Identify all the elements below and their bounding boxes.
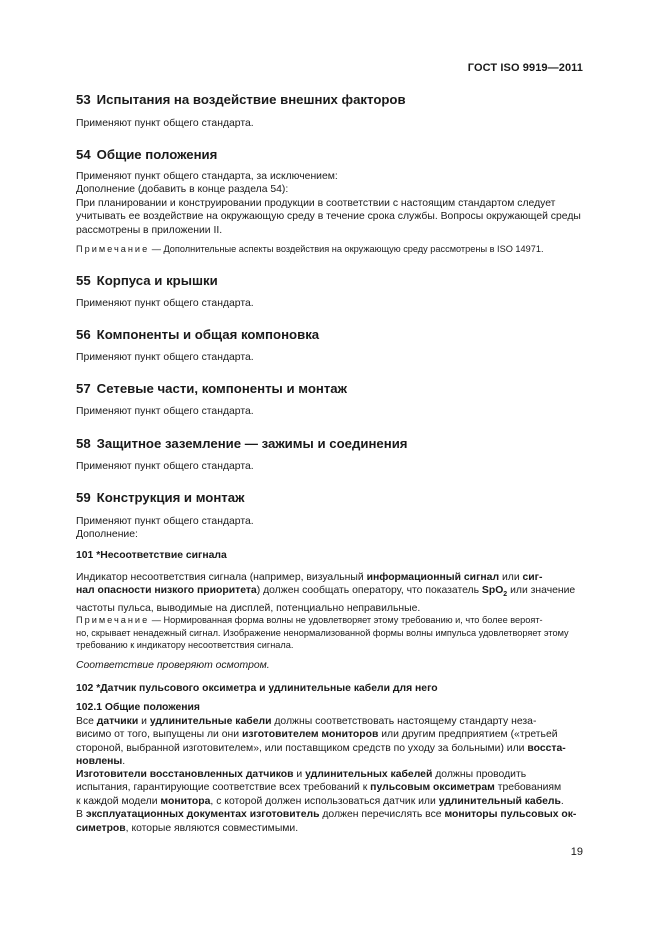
section-58-text: Применяют пункт общего стандарта.: [76, 461, 254, 472]
term: пульсовым оксиметрам: [370, 782, 495, 794]
term: изготовителем мониторов: [241, 729, 379, 741]
paragraph-line: рассмотрены в приложении II.: [76, 224, 223, 236]
text-run: требованиям: [494, 782, 562, 794]
section-title: Сетевые части, компоненты и монтаж: [96, 381, 347, 396]
section-number: 56: [76, 327, 91, 342]
term: удлинительный кабель: [438, 795, 561, 807]
text-run: и: [293, 769, 306, 780]
subsection-101-note: [76, 614, 584, 652]
note-label: Примечание: [76, 244, 150, 254]
section-number: 53: [76, 92, 91, 107]
term: удлинительных кабелей: [305, 769, 433, 780]
paragraph-line: Дополнение (добавить в конце раздела 54):: [76, 184, 289, 196]
section-58-heading: [76, 436, 408, 451]
text-run: Все: [76, 716, 97, 727]
section-59-body: [76, 515, 584, 542]
section-59-heading: [76, 490, 244, 505]
term: симетров: [76, 822, 126, 834]
section-55-text: Применяют пункт общего стандарта.: [76, 298, 254, 309]
text-run: должен перечислять все: [319, 809, 445, 821]
subsection-101-heading: 101 *Несоответствие сигнала: [76, 550, 227, 561]
section-number: 57: [76, 381, 91, 396]
section-number: 55: [76, 273, 91, 288]
text-run: или значение: [507, 585, 576, 597]
paragraph-line: учитывать ее воздействие на окружающую среду в течение срока службы. Вопросы окружающей среды: [76, 211, 581, 223]
text-run: , которые являются совместимыми.: [125, 822, 299, 834]
text-run: испытания, гарантирующие соответствие всех требований к: [76, 782, 371, 794]
section-56-heading: [76, 327, 319, 342]
section-title: Испытания на воздействие внешних факторов: [96, 92, 406, 107]
section-54-body: [76, 170, 584, 237]
text-run: должны соответствовать настоящему стандарту неза-: [271, 716, 537, 727]
section-54-heading: [76, 147, 217, 162]
text-run: или: [499, 572, 523, 583]
term: нал опасности низкого приоритета: [76, 585, 257, 597]
compliance-statement: Соответствие проверяют осмотром.: [76, 660, 270, 671]
section-title: Компоненты и общая компоновка: [96, 327, 320, 342]
text-run: .: [122, 756, 126, 768]
subsection-102-1-paragraph-2: [76, 768, 584, 835]
term: Изготовители восстановленных датчиков: [76, 769, 294, 780]
subsection-102-1-paragraph-1: [76, 715, 584, 769]
section-number: 54: [76, 147, 91, 162]
term: новлены: [76, 756, 123, 768]
term: восста-: [527, 742, 566, 754]
term: мониторы пульсовых ок-: [444, 809, 577, 821]
text-run: , с которой должен использоваться датчик или: [210, 795, 439, 807]
term: сиг-: [522, 572, 543, 583]
section-title: Общие положения: [96, 147, 218, 162]
text-run: .: [560, 795, 564, 807]
section-53-text: Применяют пункт общего стандарта.: [76, 118, 254, 129]
text-run: стороной, выбранной изготовителем», или поставщиком средств по уходу за больными) или: [76, 742, 528, 754]
section-54-note: [76, 243, 584, 256]
section-57-text: Применяют пункт общего стандарта.: [76, 406, 254, 417]
term: информационный сигнал: [366, 572, 500, 583]
note-text: требованию к индикатору несоответствия сигнала.: [76, 640, 294, 651]
document-id: ГОСТ ISO 9919—2011: [467, 62, 583, 74]
term: монитора: [160, 795, 211, 807]
text-run: должны проводить: [432, 769, 527, 780]
paragraph-line: Дополнение:: [76, 529, 138, 541]
text-run: Индикатор несоответствия сигнала (например, визуальный: [76, 572, 367, 583]
text-run: В: [76, 809, 86, 821]
section-number: 58: [76, 436, 91, 451]
text-run: ) должен сообщать оператору, что показатель: [256, 585, 482, 597]
term: удлинительные кабели: [149, 716, 272, 727]
term: эксплуатационных документах изготовитель: [85, 809, 320, 821]
paragraph-line: Применяют пункт общего стандарта.: [76, 516, 254, 527]
note-label: Примечание: [76, 615, 150, 625]
section-57-heading: [76, 381, 347, 396]
text-run: и: [138, 716, 150, 727]
note-text: но, скрывает ненадежный сигнал. Изображение ненормализованной формы волны импульса удовлетворяет этому: [76, 627, 569, 638]
text-run: или другим предприятием («третьей: [378, 729, 558, 741]
subsection-102-heading: 102 *Датчик пульсового оксиметра и удлинительные кабели для него: [76, 683, 438, 694]
text-run: висимо от того, выпущены ли они: [76, 729, 242, 741]
subsection-102-1-heading: 102.1 Общие положения: [76, 702, 200, 713]
section-title: Конструкция и монтаж: [96, 490, 245, 505]
subsection-101-paragraph: [76, 571, 584, 615]
section-56-text: Применяют пункт общего стандарта.: [76, 352, 254, 363]
section-title: Корпуса и крышки: [96, 273, 218, 288]
section-55-heading: [76, 273, 218, 288]
term: датчики: [96, 716, 139, 727]
text-run: к каждой модели: [76, 795, 161, 807]
paragraph-line: При планировании и конструировании продукции в соответствии с настоящим стандартом следует: [76, 197, 556, 209]
paragraph-line: Применяют пункт общего стандарта, за исключением:: [76, 171, 338, 182]
subscript: 2: [503, 591, 508, 599]
term: SpO: [481, 585, 504, 597]
note-text: — Дополнительные аспекты воздействия на окружающую среду рассмотрены в ISO 14971.: [149, 244, 544, 254]
note-text: — Нормированная форма волны не удовлетворяет этому требованию и, что более вероят-: [149, 615, 543, 625]
page-number: 19: [570, 846, 583, 858]
section-title: Защитное заземление — зажимы и соединения: [96, 436, 408, 451]
section-number: 59: [76, 490, 91, 505]
text-run: частоты пульса, выводимые на дисплей, потенциально неправильные.: [76, 602, 421, 614]
section-53-heading: [76, 92, 406, 107]
